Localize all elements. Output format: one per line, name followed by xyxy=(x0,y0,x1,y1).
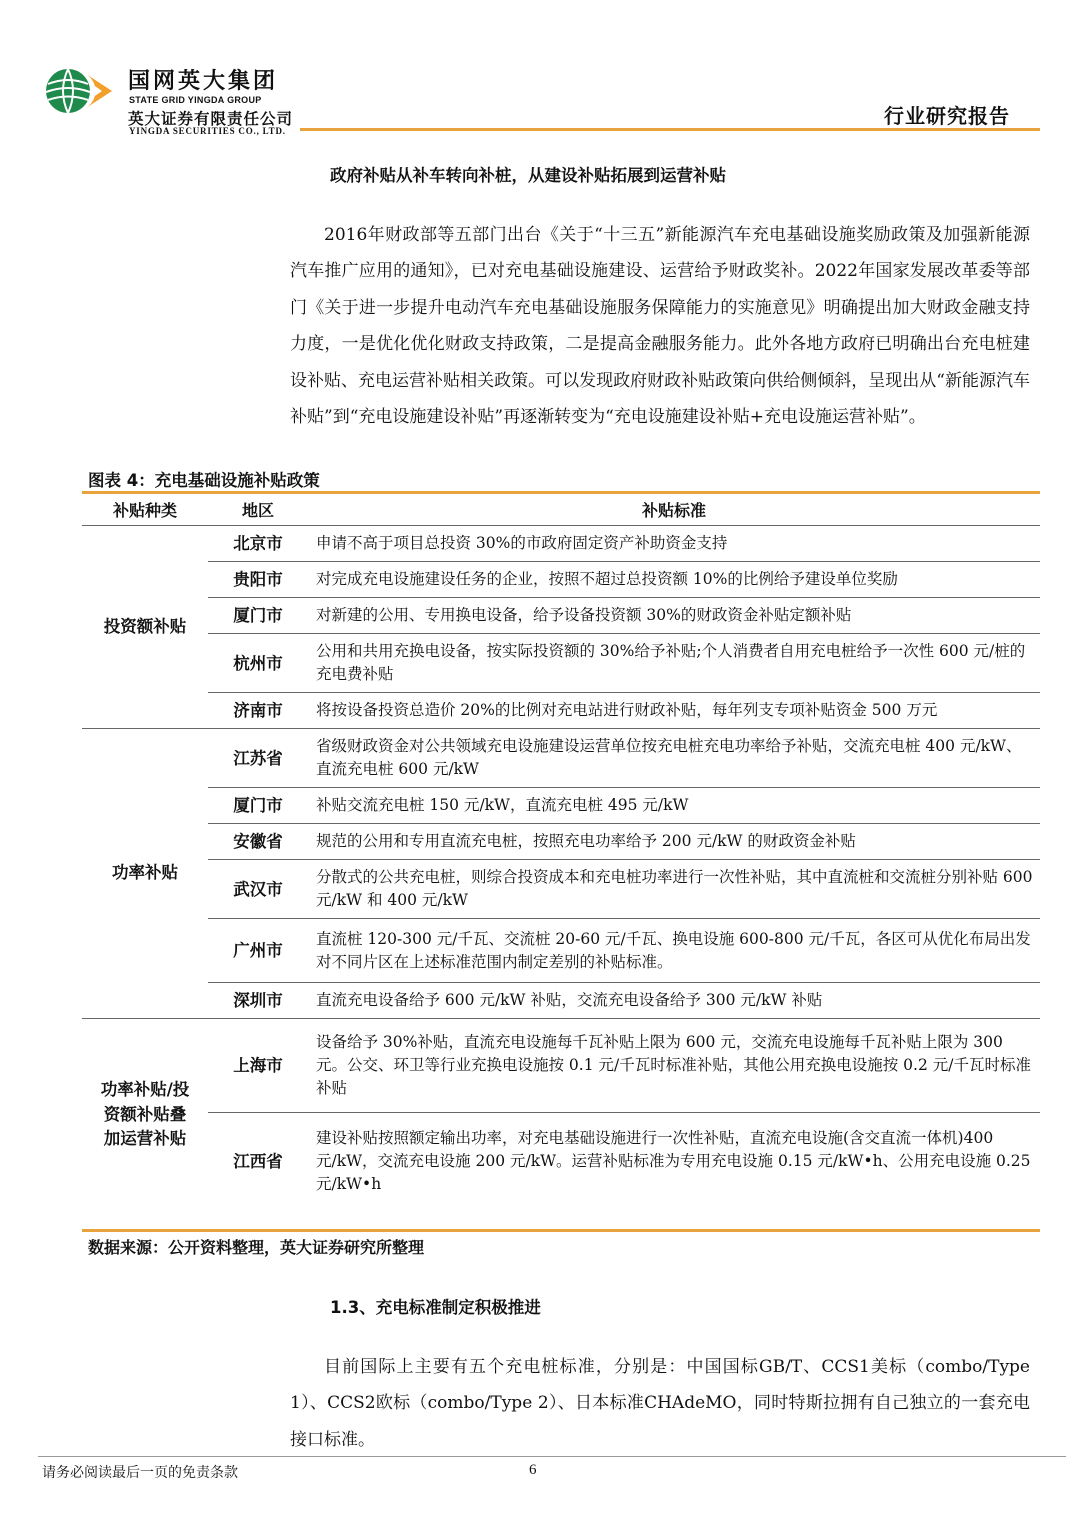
subsidy-standard-cell: 补贴交流充电桩 150 元/kW，直流充电桩 495 元/kW xyxy=(308,788,1040,824)
table-row xyxy=(82,1113,1040,1211)
table-row xyxy=(82,824,1040,860)
region-cell: 杭州市 xyxy=(208,634,308,693)
table-row xyxy=(82,526,1040,562)
section-1-3-title: 1.3、充电标准制定积极推进 xyxy=(330,1298,541,1317)
subsidy-standard-cell: 分散式的公共充电桩，则综合投资成本和充电桩功率进行一次性补贴，其中直流桩和交流桩分别补贴 600 元/kW 和 400 元/kW xyxy=(308,860,1040,919)
region-cell: 济南市 xyxy=(208,693,308,729)
table-row xyxy=(82,788,1040,824)
region-cell: 厦门市 xyxy=(208,788,308,824)
body-paragraph-1 xyxy=(290,217,1030,435)
region-cell: 厦门市 xyxy=(208,598,308,634)
table-row xyxy=(82,598,1040,634)
subsidy-category-cell: 投资额补贴 xyxy=(82,526,208,729)
region-cell: 深圳市 xyxy=(208,983,308,1019)
region-cell: 江苏省 xyxy=(208,729,308,788)
header-category: 补贴种类 xyxy=(82,494,208,526)
region-cell: 江西省 xyxy=(208,1113,308,1211)
paragraph-text: 目前国际上主要有五个充电桩标准，分别是：中国国标GB/T、CCS1美标（combo/Type 1）、CCS2欧标（combo/Type 2）、日本标准CHAdeMO，同时特斯拉拥有自己独立的一套充电接口标准。 xyxy=(290,1357,1030,1450)
report-type-label: 行业研究报告 xyxy=(884,104,1010,128)
section-title: 政府补贴从补车转向补桩，从建设补贴拓展到运营补贴 xyxy=(330,166,726,185)
region-cell: 贵阳市 xyxy=(208,562,308,598)
table-row xyxy=(82,983,1040,1019)
table-row xyxy=(82,729,1040,788)
figure-title: 图表 4：充电基础设施补贴政策 xyxy=(88,471,320,490)
region-cell: 安徽省 xyxy=(208,824,308,860)
company-logo-icon xyxy=(42,66,116,116)
subsidy-category-cell: 功率补贴/投 资额补贴叠 加运营补贴 xyxy=(82,1019,208,1211)
subsidy-standard-cell: 对完成充电设施建设任务的企业，按照不超过总投资额 10%的比例给予建设单位奖励 xyxy=(308,562,1040,598)
subsidy-standard-cell: 设备给予 30%补贴，直流充电设施每千瓦补贴上限为 600 元，交流充电设施每千瓦补贴上限为 300 元。公交、环卫等行业充换电设施按 0.1 元/千瓦时标准补贴，其他公用充换电设施按 0.2 元/千瓦时标准补贴 xyxy=(308,1019,1040,1113)
region-cell: 武汉市 xyxy=(208,860,308,919)
figure-bottom-rule xyxy=(82,1229,1040,1232)
subsidy-standard-cell: 直流桩 120-300 元/千瓦、交流桩 20-60 元/千瓦、换电设施 600-800 元/千瓦，各区可从优化布局出发对不同片区在上述标准范围内制定差别的补贴标准。 xyxy=(308,919,1040,983)
subsidy-standard-cell: 省级财政资金对公共领域充电设施建设运营单位按充电桩充电功率给予补贴，交流充电桩 400 元/kW、直流充电桩 600 元/kW xyxy=(308,729,1040,788)
footer-divider xyxy=(38,1456,1066,1457)
disclaimer-note: 请务必阅读最后一页的免责条款 xyxy=(42,1465,238,1481)
region-cell: 北京市 xyxy=(208,526,308,562)
table-header-row xyxy=(82,494,1040,526)
company-name-cn: 国网英大集团 xyxy=(128,69,279,94)
subsidiary-name-cn: 英大证券有限责任公司 xyxy=(128,110,294,128)
header-divider xyxy=(300,128,1040,131)
subsidy-standard-cell: 申请不高于项目总投资 30%的市政府固定资产补助资金支持 xyxy=(308,526,1040,562)
header-standard: 补贴标准 xyxy=(308,494,1040,526)
subsidy-standard-cell: 对新建的公用、专用换电设备，给予设备投资额 30%的财政资金补贴定额补贴 xyxy=(308,598,1040,634)
subsidy-standard-cell: 建设补贴按照额定输出功率，对充电基础设施进行一次性补贴，直流充电设施(含交直流一体机)400 元/kW，交流充电设施 200 元/kW。运营补贴标准为专用充电设施 0.15 元/kW•h、公用充电设施 0.25 元/kW•h xyxy=(308,1113,1040,1211)
table-row xyxy=(82,860,1040,919)
paragraph-text: 2016年财政部等五部门出台《关于“十三五”新能源汽车充电基础设施奖励政策及加强新能源汽车推广应用的通知》，已对充电基础设施建设、运营给予财政奖补。2022年国家发展改革委等部门《关于进一步提升电动汽车充电基础设施服务保障能力的实施意见》明确提出加大财政金融支持力度，一是优化优化财政支持政策，二是提高金融服务能力。此外各地方政府已明确出台充电桩建设补贴、充电运营补贴相关政策。可以发现政府财政补贴政策向供给侧倾斜，呈现出从“新能源汽车补贴”到“充电设施建设补贴”再逐渐转变为“充电设施建设补贴+充电设施运营补贴”。 xyxy=(290,225,1030,428)
company-name-en: STATE GRID YINGDA GROUP xyxy=(129,95,262,105)
subsidiary-name-en: YINGDA SECURITIES CO., LTD. xyxy=(129,126,286,136)
body-paragraph-2 xyxy=(290,1349,1030,1458)
region-cell: 广州市 xyxy=(208,919,308,983)
table-row xyxy=(82,1019,1040,1113)
header-region: 地区 xyxy=(208,494,308,526)
table-row xyxy=(82,919,1040,983)
figure-source: 数据来源：公开资料整理，英大证券研究所整理 xyxy=(88,1238,425,1257)
table-row xyxy=(82,634,1040,693)
subsidy-standard-cell: 规范的公用和专用直流充电桩，按照充电功率给予 200 元/kW 的财政资金补贴 xyxy=(308,824,1040,860)
region-cell: 上海市 xyxy=(208,1019,308,1113)
table-row xyxy=(82,693,1040,729)
subsidy-policy-table xyxy=(82,494,1040,1211)
subsidy-standard-cell: 直流充电设备给予 600 元/kW 补贴，交流充电设备给予 300 元/kW 补贴 xyxy=(308,983,1040,1019)
table-row xyxy=(82,562,1040,598)
page-number: 6 xyxy=(529,1462,537,1478)
subsidy-category-cell: 功率补贴 xyxy=(82,729,208,1019)
subsidy-standard-cell: 将按设备投资总造价 20%的比例对充电站进行财政补贴，每年列支专项补贴资金 500 万元 xyxy=(308,693,1040,729)
subsidy-standard-cell: 公用和共用充换电设备，按实际投资额的 30%给予补贴;个人消费者自用充电桩给予一次性 600 元/桩的充电费补贴 xyxy=(308,634,1040,693)
